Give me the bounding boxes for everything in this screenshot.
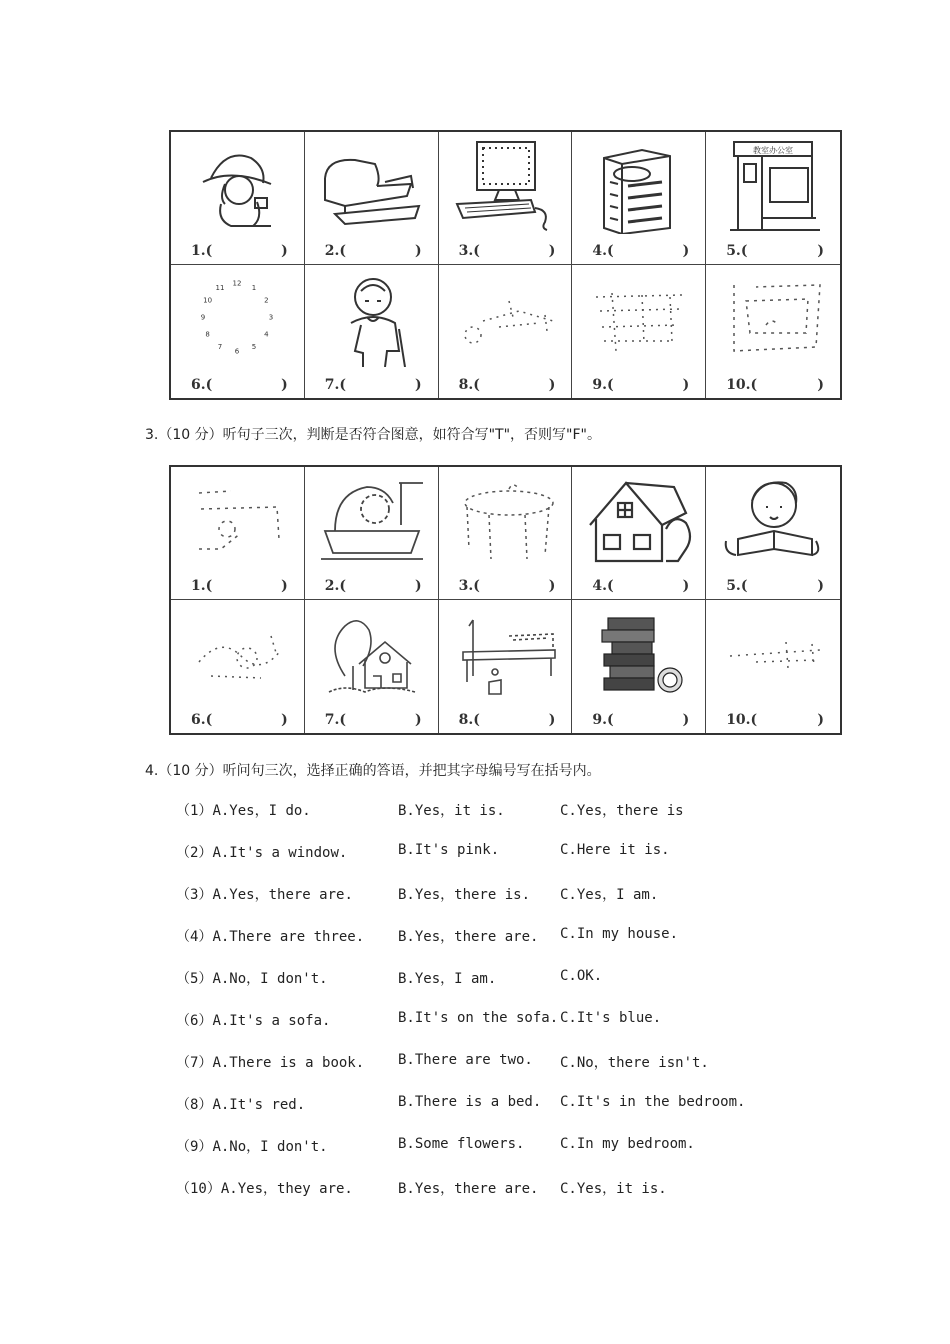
clock-number: 5 <box>251 342 257 351</box>
paren-close: ) <box>817 578 824 594</box>
old-man-icon <box>315 271 427 367</box>
item-number: 2. <box>324 578 340 594</box>
tree-house-icon <box>315 606 427 702</box>
question-row-5 <box>176 968 816 990</box>
option-a <box>176 1010 330 1030</box>
paren-open: ( <box>473 712 480 728</box>
option-c: C.In my bedroom. <box>560 1136 695 1152</box>
sofa-bed-icon <box>315 138 427 234</box>
paren-open: ( <box>473 243 480 259</box>
answer-slot <box>726 710 824 730</box>
option-a-text: A.It's a window. <box>212 845 348 861</box>
item-number: 8. <box>458 377 474 393</box>
paren-open: ( <box>607 712 614 728</box>
question-number: （3） <box>176 887 213 903</box>
answer-slot <box>191 241 288 261</box>
paren-close: ) <box>548 243 556 259</box>
item-number: 4. <box>592 578 608 594</box>
paren-close: ) <box>548 578 556 594</box>
option-c: C.No，there isn't. <box>560 1055 709 1071</box>
picture-cell-9 <box>572 265 706 398</box>
option-a <box>176 1052 364 1072</box>
question-number: （5） <box>176 971 213 987</box>
question-row-3 <box>176 884 816 906</box>
paren-close: ) <box>281 243 288 259</box>
clock-number: 6 <box>234 347 240 356</box>
answer-slot <box>325 241 422 261</box>
paren-close: ) <box>281 578 288 594</box>
picture-cell-1 <box>171 132 305 265</box>
option-a-text: A.Yes，I do. <box>212 803 311 819</box>
paren-open: ( <box>750 712 758 728</box>
clock-number: 9 <box>200 313 206 322</box>
picture-grid-section2 <box>169 130 842 400</box>
paren-open: ( <box>740 578 748 594</box>
paren-open: ( <box>339 243 347 259</box>
item-number: 6. <box>191 377 206 393</box>
option-a-text: A.Yes，they are. <box>220 1181 353 1197</box>
picture-cell-10 <box>706 600 840 733</box>
paren-open: ( <box>740 243 748 259</box>
question-number: （1） <box>176 803 213 819</box>
item-number: 1. <box>191 243 206 259</box>
item-number: 7. <box>324 377 340 393</box>
item-number: 1. <box>191 578 206 594</box>
option-b: B.Yes，there are. <box>398 929 539 945</box>
option-a <box>176 926 364 946</box>
item-number: 8. <box>458 712 474 728</box>
item-number: 9. <box>592 712 608 728</box>
option-c: C.It's blue. <box>560 1010 662 1026</box>
paren-close: ) <box>548 712 556 728</box>
bath-icon <box>315 473 427 569</box>
answer-slot <box>459 375 556 395</box>
paren-open: ( <box>339 377 347 393</box>
section3-title: 3.（10 分）听句子三次，判断是否符合图意，如符合写"T"，否则写"F"。 <box>145 427 601 443</box>
paren-close: ) <box>817 712 824 728</box>
clock-number: 10 <box>203 296 213 305</box>
faded-picture-icon <box>716 271 828 367</box>
option-c: C.Here it is. <box>560 842 670 858</box>
paren-open: ( <box>205 243 213 259</box>
question-number: （10） <box>176 1181 221 1197</box>
answer-slot <box>459 576 556 596</box>
picture-cell-7 <box>305 265 439 398</box>
paren-close: ) <box>414 578 422 594</box>
picture-grid-section3 <box>169 465 842 735</box>
paren-open: ( <box>339 712 347 728</box>
kiosk-icon <box>716 138 828 234</box>
question-number: （4） <box>176 929 213 945</box>
computer-icon <box>449 138 561 234</box>
picture-cell-6 <box>171 600 305 733</box>
answer-slot <box>726 375 824 395</box>
paren-open: ( <box>473 377 480 393</box>
question-number: （7） <box>176 1055 213 1071</box>
clock-number: 11 <box>215 284 225 293</box>
option-a <box>176 1094 305 1114</box>
option-b: B.Yes，there is. <box>398 887 531 903</box>
picture-cell-7 <box>305 600 439 733</box>
answer-slot <box>592 576 689 596</box>
paren-close: ) <box>817 377 824 393</box>
paren-open: ( <box>607 243 614 259</box>
option-a-text: A.There are three. <box>212 929 365 945</box>
option-a <box>176 884 353 904</box>
sign-text: 教室办公室 <box>753 146 794 155</box>
option-a <box>176 800 311 820</box>
question-row-6 <box>176 1010 816 1032</box>
answer-slot <box>191 576 288 596</box>
paren-open: ( <box>205 712 213 728</box>
option-c: C.It's in the bedroom. <box>560 1094 746 1110</box>
paren-close: ) <box>682 243 690 259</box>
option-b: B.Yes，I am. <box>398 971 497 987</box>
answer-slot <box>191 375 288 395</box>
paren-close: ) <box>281 377 288 393</box>
option-b: B.Yes，there are. <box>398 1181 539 1197</box>
section4-title: 4.（10 分）听问句三次，选择正确的答语，并把其字母编号写在括号内。 <box>145 763 601 779</box>
paren-open: ( <box>607 578 614 594</box>
question-row-8 <box>176 1094 816 1116</box>
clock-number: 1 <box>251 284 257 293</box>
item-number: 10. <box>726 377 751 393</box>
clock-number: 3 <box>268 313 274 322</box>
paren-open: ( <box>607 377 614 393</box>
table-icon <box>449 473 561 569</box>
house-icon <box>582 473 694 569</box>
answer-slot <box>592 375 689 395</box>
option-a-text: A.No，I don't. <box>212 1139 328 1155</box>
picture-cell-8 <box>439 265 573 398</box>
option-b: B.There are two. <box>398 1052 533 1068</box>
question-row-7 <box>176 1052 816 1074</box>
picture-cell-6 <box>171 265 305 398</box>
answer-slot <box>325 576 422 596</box>
books-clock-icon <box>582 606 694 702</box>
clock-number: 2 <box>264 296 269 305</box>
picture-cell-8 <box>439 600 573 733</box>
answer-slot <box>726 241 824 261</box>
question-number: （2） <box>176 845 213 861</box>
room-icon <box>449 606 561 702</box>
picture-cell-5 <box>706 467 840 600</box>
option-a-text: A.It's a sofa. <box>212 1013 331 1029</box>
question-number: （9） <box>176 1139 213 1155</box>
clock-number: 12 <box>232 279 242 288</box>
paren-close: ) <box>414 243 422 259</box>
option-a-text: A.There is a book. <box>212 1055 365 1071</box>
question-row-2 <box>176 842 816 864</box>
option-c: C.OK. <box>560 968 603 984</box>
option-c: C.Yes，I am. <box>560 887 659 903</box>
paren-open: ( <box>205 377 213 393</box>
answer-slot <box>191 710 288 730</box>
option-a <box>176 1136 328 1156</box>
girl-on-phone-icon <box>181 138 293 234</box>
picture-cell-3 <box>439 467 573 600</box>
item-number: 6. <box>191 712 206 728</box>
item-number: 10. <box>726 712 751 728</box>
faded-picture-icon <box>181 606 293 702</box>
option-a-text: A.It's red. <box>212 1097 306 1113</box>
item-number: 3. <box>458 578 474 594</box>
option-b: B.Yes，it is. <box>398 803 505 819</box>
paren-open: ( <box>473 578 480 594</box>
faded-picture-icon <box>449 271 561 367</box>
option-c: C.In my house. <box>560 926 679 942</box>
item-number: 2. <box>324 243 340 259</box>
picture-cell-9 <box>572 600 706 733</box>
clock-icon <box>181 271 293 367</box>
answer-slot <box>592 241 689 261</box>
paren-close: ) <box>682 377 690 393</box>
answer-slot <box>459 241 556 261</box>
option-c: C.Yes，there is <box>560 803 684 819</box>
answer-slot <box>726 576 824 596</box>
paren-close: ) <box>548 377 556 393</box>
faded-picture-icon <box>582 271 694 367</box>
picture-cell-4 <box>572 467 706 600</box>
question-row-4 <box>176 926 816 948</box>
paren-close: ) <box>414 712 422 728</box>
item-number: 5. <box>726 578 741 594</box>
option-a <box>176 1178 353 1198</box>
option-b: B.It's on the sofa. <box>398 1010 559 1026</box>
paren-close: ) <box>682 578 690 594</box>
question-row-10 <box>176 1178 816 1200</box>
option-c: C.Yes，it is. <box>560 1181 667 1197</box>
option-b: B.Some flowers. <box>398 1136 525 1152</box>
option-b: B.There is a bed. <box>398 1094 542 1110</box>
answer-slot <box>325 710 422 730</box>
picture-cell-1 <box>171 467 305 600</box>
picture-cell-2 <box>305 132 439 265</box>
boy-reading-icon <box>716 473 828 569</box>
clock-number: 8 <box>205 330 210 339</box>
paren-open: ( <box>339 578 347 594</box>
item-number: 3. <box>458 243 474 259</box>
picture-cell-3 <box>439 132 573 265</box>
building-icon <box>582 138 694 234</box>
question-number: （6） <box>176 1013 213 1029</box>
clock-number: 4 <box>264 330 269 339</box>
picture-cell-10 <box>706 265 840 398</box>
answer-slot <box>459 710 556 730</box>
item-number: 4. <box>592 243 608 259</box>
option-a-text: A.No，I don't. <box>212 971 328 987</box>
faded-picture-icon <box>716 606 828 702</box>
picture-cell-4 <box>572 132 706 265</box>
faded-picture-icon <box>181 473 293 569</box>
option-a <box>176 968 328 988</box>
option-a-text: A.Yes，there are. <box>212 887 353 903</box>
item-number: 7. <box>324 712 340 728</box>
picture-cell-2 <box>305 467 439 600</box>
item-number: 5. <box>726 243 741 259</box>
answer-slot <box>325 375 422 395</box>
paren-open: ( <box>750 377 758 393</box>
option-a <box>176 842 347 862</box>
answer-slot <box>592 710 689 730</box>
paren-open: ( <box>205 578 213 594</box>
picture-cell-5 <box>706 132 840 265</box>
paren-close: ) <box>817 243 824 259</box>
paren-close: ) <box>414 377 422 393</box>
paren-close: ) <box>281 712 288 728</box>
item-number: 9. <box>592 377 608 393</box>
paren-close: ) <box>682 712 690 728</box>
question-row-9 <box>176 1136 816 1158</box>
option-b: B.It's pink. <box>398 842 500 858</box>
question-row-1 <box>176 800 816 822</box>
clock-number: 7 <box>217 342 223 351</box>
question-number: （8） <box>176 1097 213 1113</box>
